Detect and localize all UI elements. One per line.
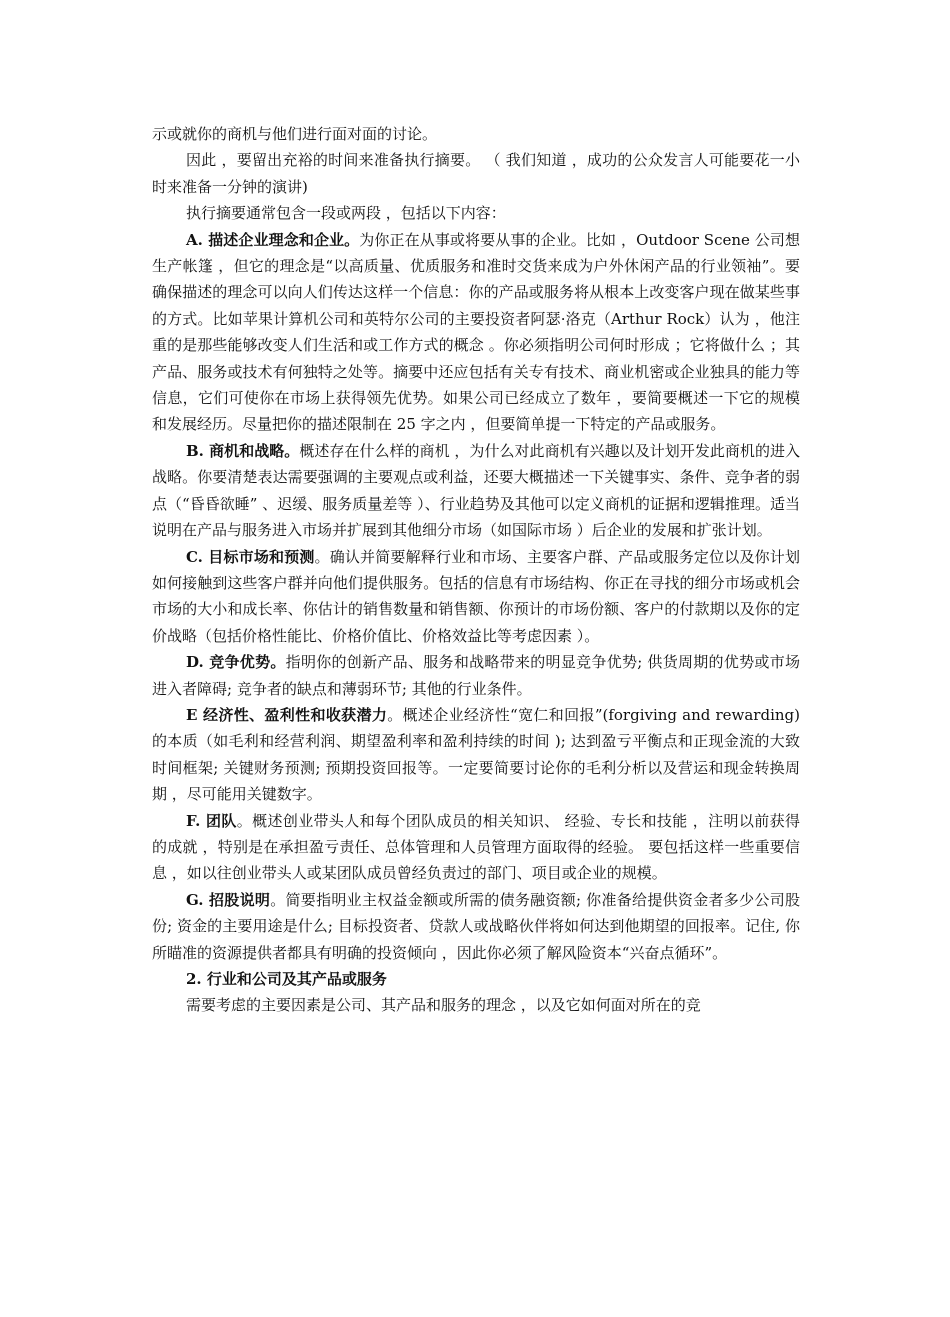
paragraph-section-c [152, 544, 800, 650]
paragraph-text: 示或就你的商机与他们进行面对面的讨论。 [152, 125, 438, 143]
paragraph-continuation [152, 121, 800, 147]
paragraph-text: 指明你的创新产品、服务和战略带来的明显竞争优势; 供货周期的优势或市场进入者障碍; 竞争者的缺点和薄弱环节; 其他的行业条件。 [152, 653, 801, 698]
section-g-heading: G. 招股说明 [186, 890, 271, 909]
paragraph-section-f [152, 808, 800, 887]
paragraph-text: 。简要指明业主权益金额或所需的债务融资额; 你准备给提供资金者多少公司股份; 资金的主要用途是什么; 目标投资者、贷款人或战略伙伴将如何达到他期望的回报率。记住, 你所瞄准的资源提供者都具有明确的投资倾向 ，因此你必须了解风险资本“兴奋点循环”。 [152, 890, 800, 962]
paragraph-section-g [152, 887, 800, 966]
paragraph-section-a [152, 227, 800, 438]
section-d-heading: D. 竞争优势。 [186, 653, 286, 672]
paragraph-section-b [152, 438, 800, 544]
paragraph-text: 因此 ，要留出充裕的时间来准备执行摘要。 （ 我们知道 ，成功的公众发言人可能要花一小时来准备一分钟的演讲) [152, 151, 800, 196]
paragraph-section-e [152, 702, 800, 808]
paragraph-section-d [152, 649, 800, 702]
paragraph-text: 。确认并简要解释行业和市场、主要客户群、产品或服务定位以及你计划如何接触到这些客户群并向他们提供服务。包括的信息有市场结构、你正在寻找的细分市场或机会市场的大小和成长率、你估计的销售数量和销售额、你预计的市场份额、客户的付款期以及你的定价战略（包括价格性能比、价格价值比、价格效益比等考虑因素 ）。 [152, 547, 800, 645]
paragraph-preparation-time [152, 147, 800, 200]
section-a-heading: A. 描述企业理念和企业。 [186, 230, 360, 249]
section-b-heading: B. 商机和战略。 [186, 441, 300, 460]
section-e-heading: E 经济性、盈利性和收获潜力 [186, 705, 388, 724]
paragraph-text: 为你正在从事或将要从事的企业。比如 ，Outdoor Scene 公司想生产帐篷 ，但它的理念是“以高质量、优质服务和准时交货来成为户外休闲产品的行业领袖”。要确保描述的理念可以向人们传达这样一个信息：你的产品或服务将从根本上改变客户现在做某些事的方式。比如苹果计算机公司和英特尔公司的主要投资者阿瑟·洛克（Arthur Rock）认为 ，他注重的是那些能够改变人们生活和或工作方式的概念 。你必须指明公司何时形成 ；它将做什么 ；其产品、服务或技术有何独特之处等。摘要中还应包括有关专有技术、商业机密或企业独具的能力等信息，它们可使你在市场上获得领先优势。如果公司已经成立了数年 ，要简要概述一下它的规模和发展经历。尽量把你的描述限制在 25 字之内 ，但要简单提一下特定的产品或服务。 [152, 230, 800, 434]
heading-text: 2. 行业和公司及其产品或服务 [186, 970, 387, 988]
document-page [152, 121, 800, 1019]
paragraph-text: 概述存在什么样的商机 ，为什么对此商机有兴趣以及计划开发此商机的进入战略。你要清楚表达需要强调的主要观点或利益，还要大概描述一下关键事实、条件、竞争者的弱点（“昏昏欲睡” 、迟缓、服务质量差等 ）、行业趋势及其他可以定义商机的证据和逻辑推理。适当说明在产品与服务进入市场并扩展到其他细分市场（如国际市场 ）后企业的发展和扩张计划。 [152, 441, 801, 540]
paragraph-text: 。概述企业经济性“宽仁和回报”(forgiving and rewarding) 的本质（如毛利和经营利润、期望盈利率和盈利持续的时间 ); 达到盈亏平衡点和正现金流的大致时间框架; 关键财务预测; 预期投资回报等。一定要简要讨论你的毛利分析以及营运和现金转换周期 ，尽可能用关键数字。 [152, 705, 800, 804]
paragraph-text: 需要考虑的主要因素是公司、其产品和服务的理念 ，以及它如何面对所在的竞 [186, 996, 701, 1015]
paragraph-text: 。概述创业带头人和每个团队成员的相关知识、 经验、专长和技能 ，注明以前获得的成就 ，特别是在承担盈亏责任、总体管理和人员管理方面取得的经验。 要包括这样一些重要信息 ，如以往创业带头人或某团队成员曾经负责过的部门、项目或企业的规模。 [152, 811, 800, 883]
paragraph-summary-contents [152, 200, 800, 226]
section-f-heading: F. 团队 [186, 811, 237, 830]
section-2-heading [152, 966, 800, 992]
paragraph-section-2-intro [152, 992, 800, 1018]
section-c-heading: C. 目标市场和预测 [186, 547, 315, 566]
paragraph-text: 执行摘要通常包含一段或两段 ，包括以下内容： [186, 204, 506, 223]
